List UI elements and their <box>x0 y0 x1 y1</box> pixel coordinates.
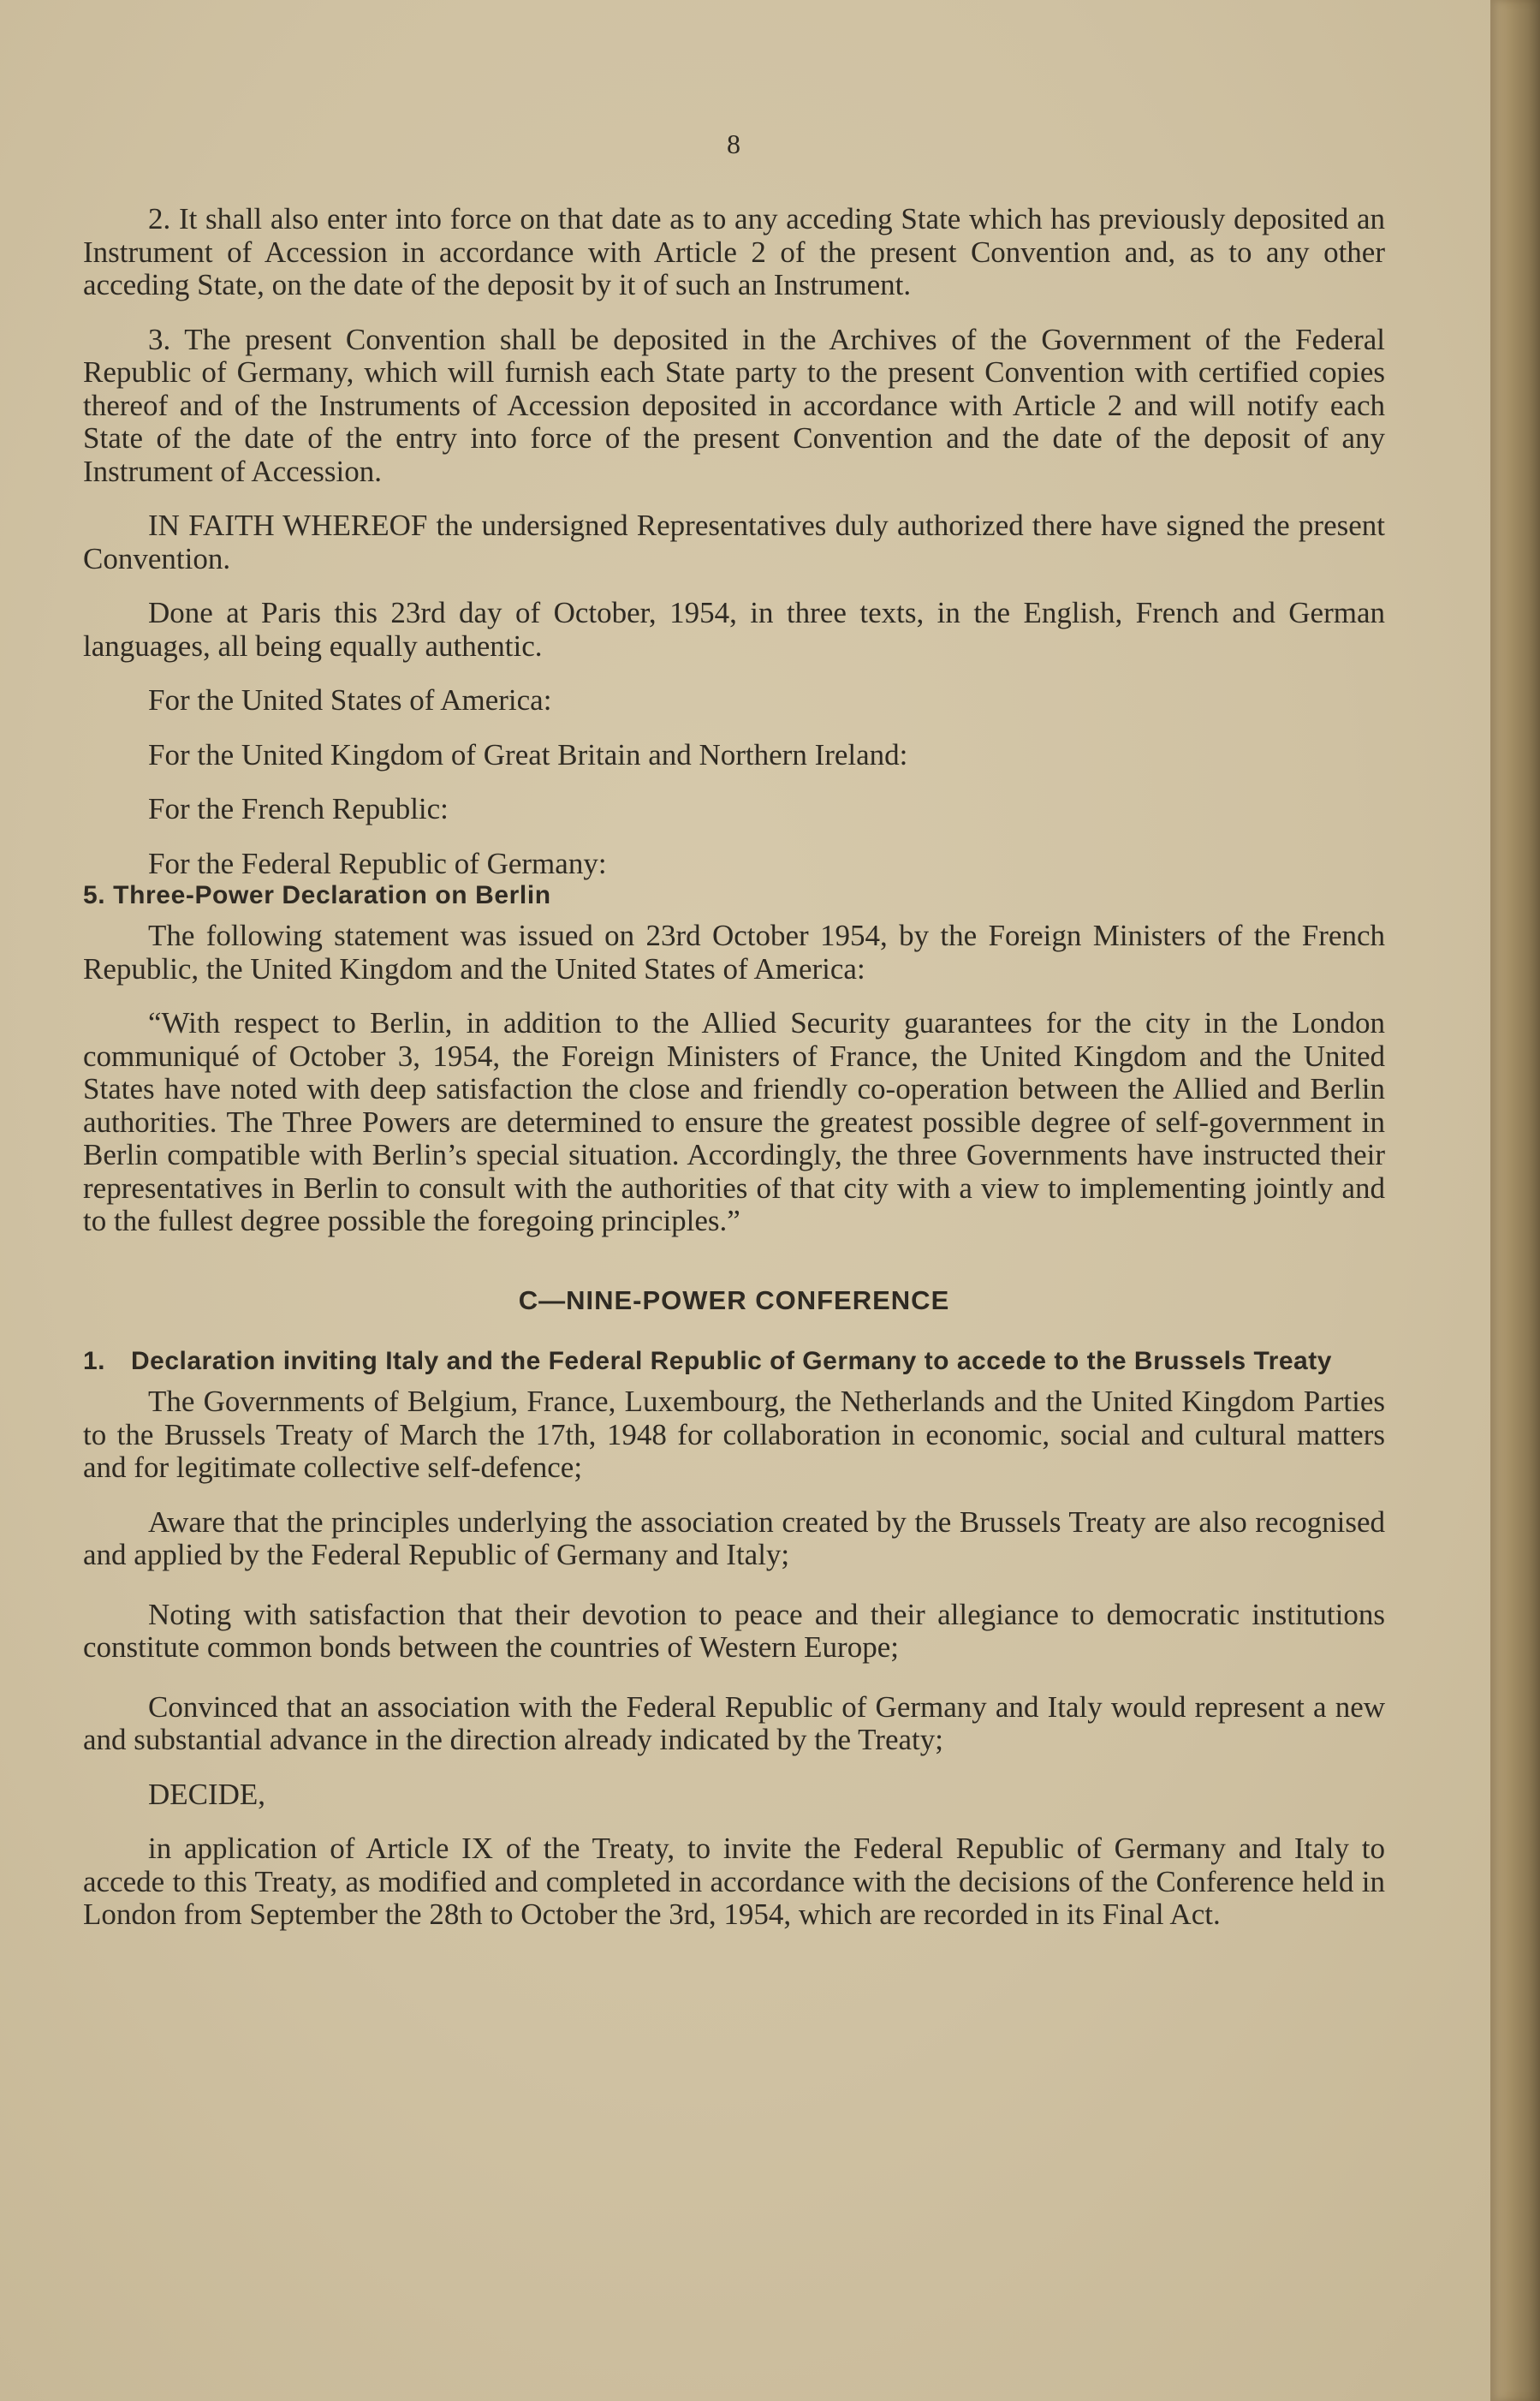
subsection-number: 1. <box>83 1347 106 1375</box>
paragraph-deposit: 3. The present Convention shall be deposited in the Archives of the Government of the Federal Republic of Germany, which will furnish each State party to the present Convention with certified copies thereof and of the Instruments of Accession deposited in accordance with Article 2 and will notify each State of the date of the entry into force of the present Convention and the date of the deposit of any Instrument of Accession. <box>83 322 1385 488</box>
subsection-heading-declaration <box>83 1346 1385 1377</box>
section-heading-berlin: 5. Three-Power Declaration on Berlin <box>83 881 551 909</box>
signatory-line: For the United States of America: <box>148 683 552 717</box>
paragraph-in-faith-whereof: IN FAITH WHEREOF the undersigned Representatives duly authorized there have signed the present Convention. <box>83 509 1385 575</box>
paragraph-decide: DECIDE, <box>148 1777 266 1811</box>
book-spine-edge <box>1490 0 1540 2401</box>
signatory-line: For the French Republic: <box>148 792 449 825</box>
subsection-title: Declaration inviting Italy and the Federal Republic of Germany to accede to the Brussels Treaty <box>131 1347 1332 1375</box>
paragraph-done-at-paris: Done at Paris this 23rd day of October, 1954, in three texts, in the English, French and German languages, all being equally authentic. <box>83 596 1385 663</box>
signatory-line: For the United Kingdom of Great Britain and Northern Ireland: <box>148 737 908 772</box>
paragraph-berlin-quote: “With respect to Berlin, in addition to the Allied Security guarantees for the city in the London communiqué of October 3, 1954, the Foreign Ministers of France, the United Kingdom and the United States have noted with deep satisfaction the close and friendly co-operation between the Allied and Berlin authorities. The Three Powers are determined to ensure the greatest possible degree of self-government in Berlin compatible with Berlin’s special situation. Accordingly, the three Governments have instructed their representatives in Berlin to consult with the authorities of that city with a view to implementing jointly and to the fullest degree possible the foregoing principles.” <box>83 1006 1385 1237</box>
paragraph-governments: The Governments of Belgium, France, Luxembourg, the Netherlands and the United Kingdom Parties to the Brussels Treaty of March the 17th, 1948 for collaboration in economic, social and cultural matters and for legitimate collective self-defence; <box>83 1385 1385 1484</box>
page-content <box>83 128 1385 1932</box>
paragraph-berlin-intro: The following statement was issued on 23rd October 1954, by the Foreign Ministers of the French Republic, the United Kingdom and the United States of America: <box>83 919 1385 986</box>
paragraph-noting: Noting with satisfaction that their devotion to peace and their allegiance to democratic institutions constitute common bonds between the countries of Western Europe; <box>83 1597 1385 1664</box>
section-heading-nine-power: C—NINE-POWER CONFERENCE <box>518 1284 950 1315</box>
paragraph-aware: Aware that the principles underlying the association created by the Brussels Treaty are also recognised and applied by the Federal Republic of Germany and Italy; <box>83 1504 1385 1571</box>
signatory-line: For the Federal Republic of Germany: <box>148 846 607 880</box>
paragraph-application: in application of Article IX of the Treaty, to invite the Federal Republic of Germany and Italy to accede to this Treaty, as modified and completed in accordance with the decisions of the Conference held in London from September the 28th to October the 3rd, 1954, which are recorded in its Final Act. <box>83 1832 1385 1931</box>
page-number: 8 <box>727 128 741 159</box>
paragraph-entry-into-force: 2. It shall also enter into force on that date as to any acceding State which has previously deposited an Instrument of Accession in accordance with Article 2 of the present Convention and, as to any other acceding State, on the date of the deposit by it of such an Instrument. <box>83 202 1385 301</box>
paragraph-convinced: Convinced that an association with the Federal Republic of Germany and Italy would represent a new and substantial advance in the direction already indicated by the Treaty; <box>83 1689 1385 1756</box>
